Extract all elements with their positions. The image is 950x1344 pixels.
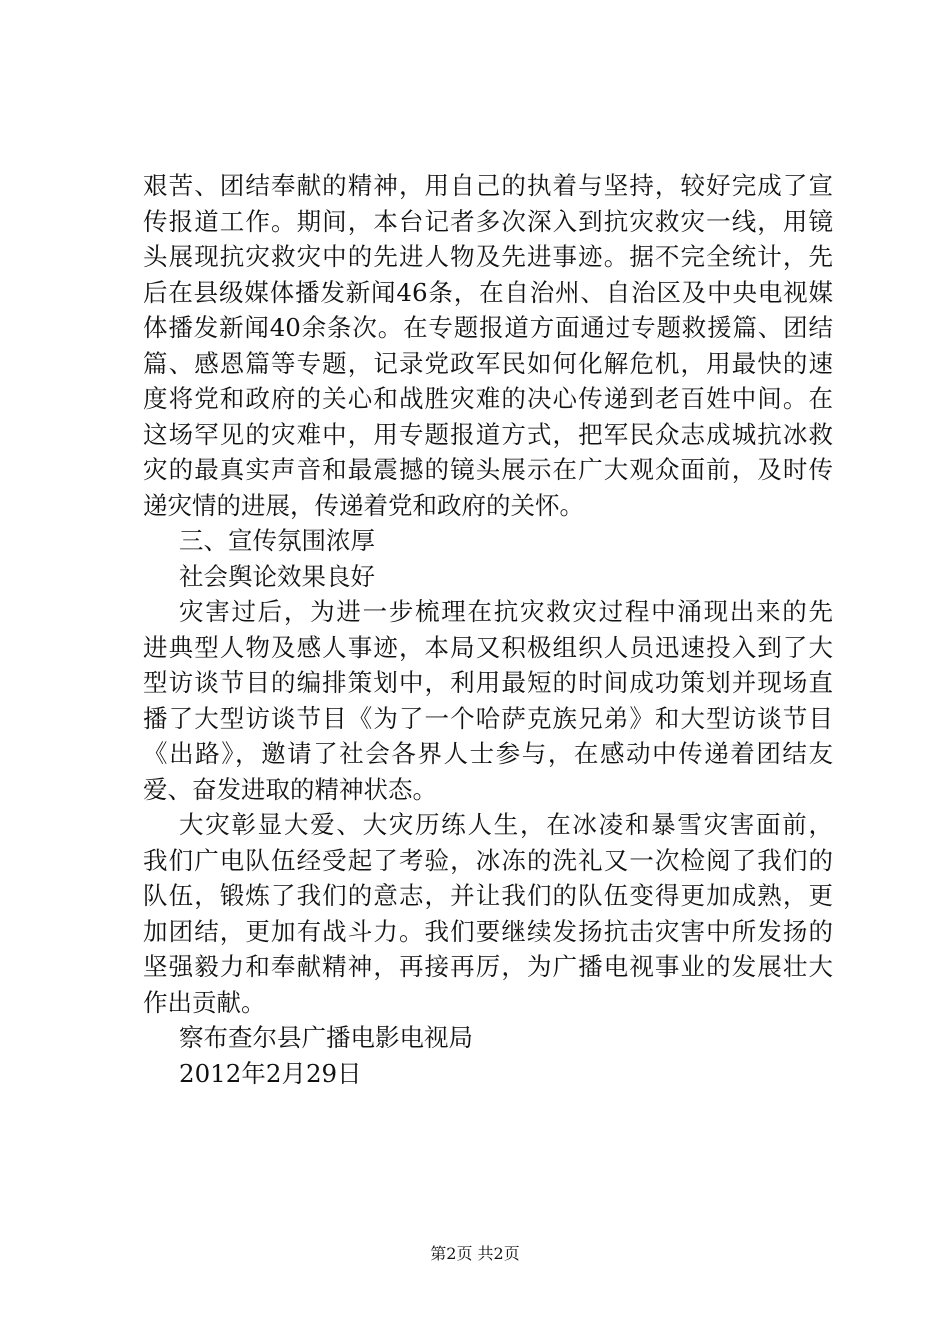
- text-line: 加团结，更加有战斗力。我们要继续发扬抗击灾害中所发扬的: [143, 916, 833, 946]
- text-line: 度将党和政府的关心和战胜灾难的决心传递到老百姓中间。在: [143, 384, 833, 413]
- text-line: 察布查尔县广播电影电视局: [179, 1023, 473, 1052]
- text-line: 我们广电队伍经受起了考验，冰冻的洗礼又一次检阅了我们的: [143, 845, 833, 875]
- text-line: 爱、奋发进取的精神状态。: [143, 774, 437, 804]
- text-line: 《出路》，邀请了社会各界人士参与，在感动中传递着团结友: [143, 739, 833, 768]
- text-line: 这场罕见的灾难中，用专题报道方式，把军民众志成城抗冰救: [143, 419, 833, 449]
- text-line: 后在县级媒体播发新闻46条，在自治州、自治区及中央电视媒: [143, 277, 833, 307]
- text-line: 进典型人物及感人事迹，本局又积极组织人员迅速投入到了大: [143, 632, 833, 662]
- text-line: 传报道工作。期间，本台记者多次深入到抗灾救灾一线，用镜: [143, 206, 833, 236]
- text-line: 艰苦、团结奉献的精神，用自己的执着与坚持，较好完成了宣: [143, 171, 833, 200]
- text-line: 篇、感恩篇等专题，记录党政军民如何化解危机，用最快的速: [143, 348, 833, 378]
- text-line: 体播发新闻40余条次。在专题报道方面通过专题救援篇、团结: [143, 313, 833, 342]
- text-line: 递灾情的进展，传递着党和政府的关怀。: [143, 490, 584, 520]
- page-footer: 第2页 共2页: [430, 1244, 520, 1263]
- text-line: 作出贡献。: [143, 987, 266, 1017]
- text-line: 2012年2月29日: [179, 1058, 362, 1088]
- text-line: 型访谈节目的编排策划中，利用最短的时间成功策划并现场直: [143, 668, 833, 697]
- text-line: 大灾彰显大爱、大灾历练人生，在冰凌和暴雪灾害面前，: [179, 810, 833, 839]
- text-line: 三、宣传氛围浓厚: [179, 526, 375, 555]
- text-line: 坚强毅力和奉献精神，再接再厉，为广播电视事业的发展壮大: [143, 952, 833, 981]
- text-line: 社会舆论效果良好: [179, 561, 375, 591]
- document-body: [143, 168, 833, 1091]
- text-line: 灾害过后，为进一步梳理在抗灾救灾过程中涌现出来的先: [179, 597, 833, 626]
- text-line: 队伍，锻炼了我们的意志，并让我们的队伍变得更加成熟，更: [143, 881, 833, 910]
- text-line: 灾的最真实声音和最震撼的镜头展示在广大观众面前，及时传: [143, 455, 833, 484]
- text-line: 播了大型访谈节目《为了一个哈萨克族兄弟》和大型访谈节目: [143, 703, 833, 733]
- text-line: 头展现抗灾救灾中的先进人物及先进事迹。据不完全统计，先: [143, 242, 833, 271]
